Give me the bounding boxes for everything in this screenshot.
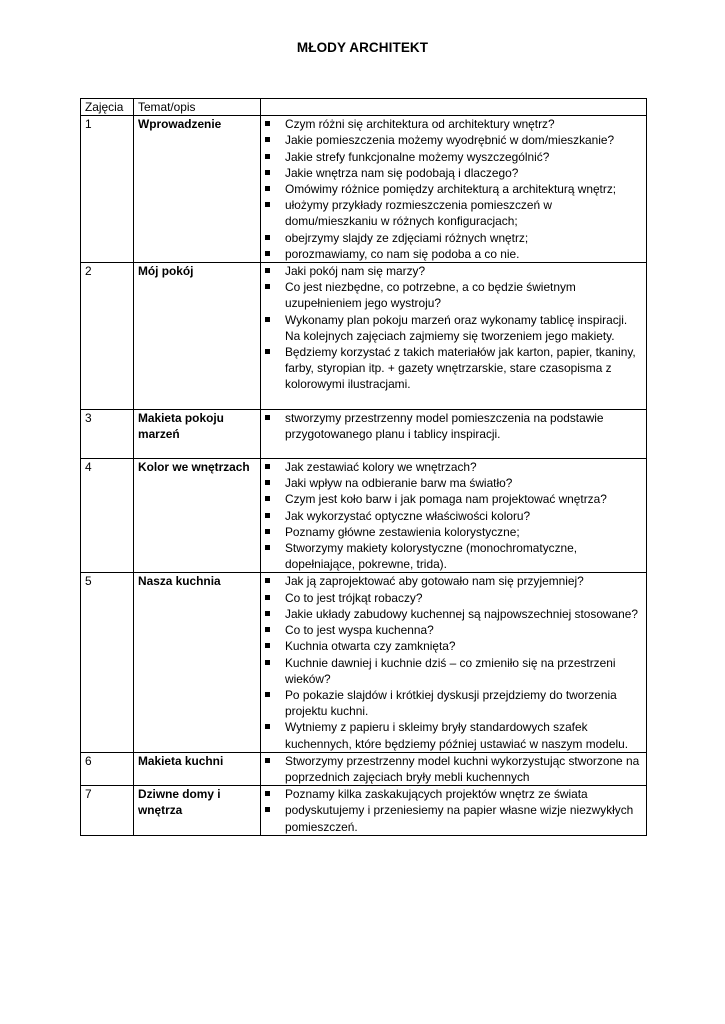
list-item: Jaki pokój nam się marzy? bbox=[265, 263, 642, 279]
table-row bbox=[81, 459, 647, 573]
row-topic-cell: Wprowadzenie bbox=[134, 116, 261, 263]
row-number-cell: 3 bbox=[81, 409, 134, 458]
list-item: Jakie układy zabudowy kuchennej są najpowszechniej stosowane? bbox=[265, 606, 642, 622]
schedule-table bbox=[80, 98, 647, 836]
table-row bbox=[81, 786, 647, 836]
list-item: Wytniemy z papieru i skleimy bryły standardowych szafek kuchennych, które będziemy później ustawiać w naszym modelu. bbox=[265, 719, 642, 751]
list-item: Kuchnia otwarta czy zamknięta? bbox=[265, 638, 642, 654]
list-item: Jak ją zaprojektować aby gotowało nam się przyjemniej? bbox=[265, 573, 642, 589]
list-item: ułożymy przykłady rozmieszczenia pomieszczeń w domu/mieszkaniu w różnych konfiguracjach; bbox=[265, 197, 642, 229]
bullet-list bbox=[265, 116, 642, 262]
list-item: podyskutujemy i przeniesiemy na papier własne wizje niezwykłych pomieszczeń. bbox=[265, 802, 642, 834]
list-item: stworzymy przestrzenny model pomieszczenia na podstawie przygotowanego planu i tablicy inspiracji. bbox=[265, 410, 642, 442]
list-item: Jak wykorzystać optyczne właściwości koloru? bbox=[265, 508, 642, 524]
row-number-cell: 1 bbox=[81, 116, 134, 263]
row-topic-cell: Nasza kuchnia bbox=[134, 573, 261, 752]
table-row bbox=[81, 752, 647, 785]
row-number-cell: 5 bbox=[81, 573, 134, 752]
list-item: Jak zestawiać kolory we wnętrzach? bbox=[265, 459, 642, 475]
list-item: Poznamy główne zestawienia kolorystyczne; bbox=[265, 524, 642, 540]
list-item: obejrzymy slajdy ze zdjęciami różnych wnętrz; bbox=[265, 230, 642, 246]
list-item: Co to jest trójkąt robaczy? bbox=[265, 590, 642, 606]
row-number-cell: 7 bbox=[81, 786, 134, 836]
row-description-cell bbox=[261, 752, 647, 785]
row-description-cell bbox=[261, 116, 647, 263]
list-item: Co to jest wyspa kuchenna? bbox=[265, 622, 642, 638]
list-item: porozmawiamy, co nam się podoba a co nie. bbox=[265, 246, 642, 262]
list-item: Kuchnie dawniej i kuchnie dziś – co zmieniło się na przestrzeni wieków? bbox=[265, 655, 642, 687]
row-topic-cell: Mój pokój bbox=[134, 263, 261, 410]
row-description-cell bbox=[261, 459, 647, 573]
table-header-row bbox=[81, 99, 647, 116]
bullet-list bbox=[265, 786, 642, 835]
row-topic-cell: Dziwne domy i wnętrza bbox=[134, 786, 261, 836]
row-topic-cell: Makieta kuchni bbox=[134, 752, 261, 785]
header-cell-empty bbox=[261, 99, 647, 116]
row-description-cell bbox=[261, 786, 647, 836]
list-item: Po pokazie slajdów i krótkiej dyskusji przejdziemy do tworzenia projektu kuchni. bbox=[265, 687, 642, 719]
list-item: Wykonamy plan pokoju marzeń oraz wykonamy tablicę inspiracji. Na kolejnych zajęciach zajmiemy się tworzeniem jego makiety. bbox=[265, 312, 642, 344]
row-number-cell: 4 bbox=[81, 459, 134, 573]
table-row bbox=[81, 116, 647, 263]
bullet-list bbox=[265, 753, 642, 785]
table-row bbox=[81, 263, 647, 410]
list-item: Jakie strefy funkcjonalne możemy wyszczególnić? bbox=[265, 149, 642, 165]
list-item: Stworzymy makiety kolorystyczne (monochromatyczne, dopełniające, pokrewne, trida). bbox=[265, 540, 642, 572]
page-title: MŁODY ARCHITEKT bbox=[296, 40, 429, 55]
list-item: Będziemy korzystać z takich materiałów jak karton, papier, tkaniny, farby, styropian itp. + gazety wnętrzarskie, stare czasopisma z kolorowymi ilustracjami. bbox=[265, 344, 642, 393]
list-item: Poznamy kilka zaskakujących projektów wnętrz ze świata bbox=[265, 786, 642, 802]
bullet-list bbox=[265, 573, 642, 751]
row-number-cell: 6 bbox=[81, 752, 134, 785]
list-item: Jaki wpływ na odbieranie barw ma światło? bbox=[265, 475, 642, 491]
row-topic-cell: Makieta pokoju marzeń bbox=[134, 409, 261, 458]
row-description-cell bbox=[261, 263, 647, 410]
list-item: Jakie wnętrza nam się podobają i dlaczego? bbox=[265, 165, 642, 181]
list-item: Jakie pomieszczenia możemy wyodrębnić w dom/mieszkanie? bbox=[265, 132, 642, 148]
table-row bbox=[81, 409, 647, 458]
row-topic-cell: Kolor we wnętrzach bbox=[134, 459, 261, 573]
header-cell-temat: Temat/opis bbox=[134, 99, 261, 116]
list-item: Stworzymy przestrzenny model kuchni wykorzystując stworzone na poprzednich zajęciach bryły mebli kuchennych bbox=[265, 753, 642, 785]
row-description-cell bbox=[261, 573, 647, 752]
list-item: Omówimy różnice pomiędzy architekturą a architekturą wnętrz; bbox=[265, 181, 642, 197]
header-cell-zajecia: Zajęcia bbox=[81, 99, 134, 116]
bullet-list bbox=[265, 263, 642, 393]
list-item: Czym jest koło barw i jak pomaga nam projektować wnętrza? bbox=[265, 491, 642, 507]
table-row bbox=[81, 573, 647, 752]
row-number-cell: 2 bbox=[81, 263, 134, 410]
list-item: Co jest niezbędne, co potrzebne, a co będzie świetnym uzupełnieniem jego wystroju? bbox=[265, 279, 642, 311]
bullet-list bbox=[265, 459, 642, 572]
list-item: Czym różni się architektura od architektury wnętrz? bbox=[265, 116, 642, 132]
row-description-cell bbox=[261, 409, 647, 458]
bullet-list bbox=[265, 410, 642, 442]
